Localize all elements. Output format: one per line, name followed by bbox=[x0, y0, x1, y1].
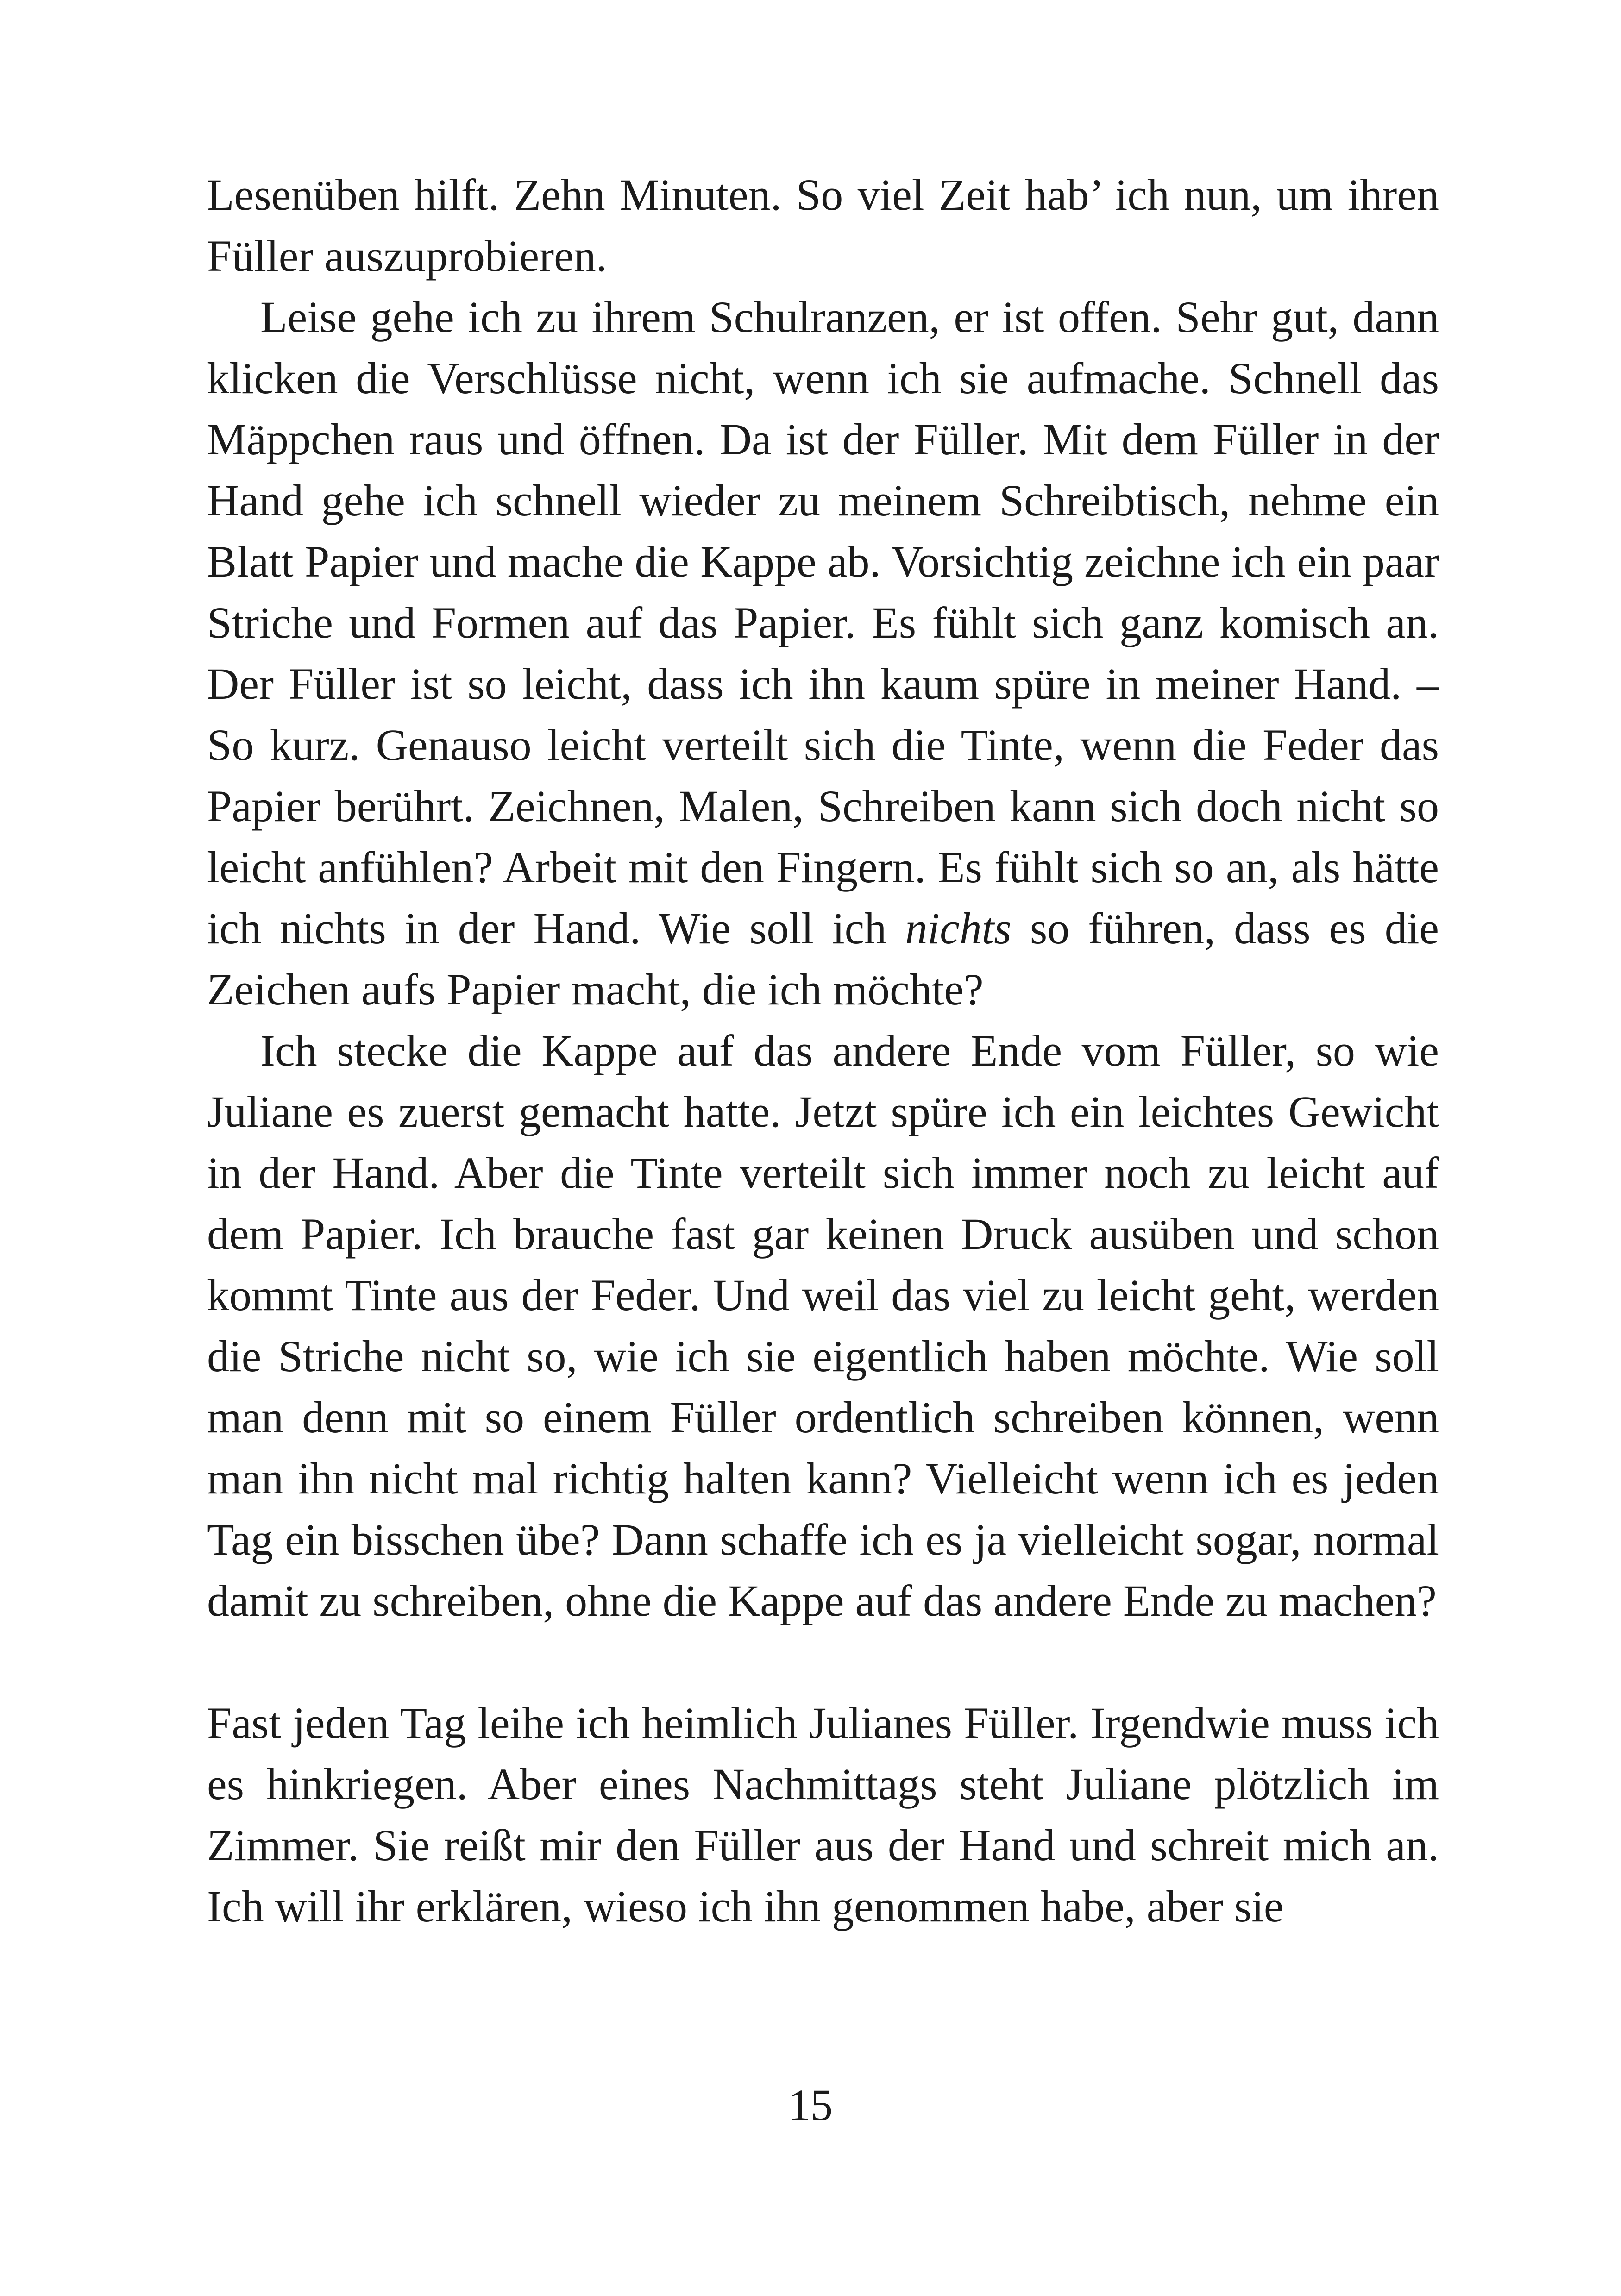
paragraph-text-continued: so führen, dass es die Zeichen aufs Papier macht, die ich möchte? bbox=[207, 903, 1439, 1014]
paragraph-text: Lesenüben hilft. Zehn Minuten. So viel Zeit hab’ ich nun, um ihren Füller auszuprobieren. bbox=[207, 170, 1439, 281]
paragraph-text: Fast jeden Tag leihe ich heimlich Julianes Füller. Irgendwie muss ich es hinkriegen. Aber eines Nachmittags steht Juliane plötzlich im Zimmer. Sie reißt mir den Füller aus der Hand und schreit mich an. Ich will ihr erklären, wieso ich ihn genommen habe, aber sie bbox=[207, 1698, 1439, 1931]
paragraph-text: Ich stecke die Kappe auf das andere Ende vom Füller, so wie Juliane es zuerst gemacht hatte. Jetzt spüre ich ein leichtes Gewicht in der Hand. Aber die Tinte verteilt sich immer noch zu leicht auf dem Papier. Ich brauche fast gar keinen Druck ausüben und schon kommt Tinte aus der Feder. Und weil das viel zu leicht geht, werden die Striche nicht so, wie ich sie eigentlich haben möchte. Wie soll man denn mit so einem Füller ordentlich schreiben können, wenn man ihn nicht mal richtig halten kann? Vielleicht wenn ich es jeden Tag ein bisschen übe? Dann schaffe ich es ja vielleicht sogar, normal damit zu schreiben, ohne die Kappe auf das andere Ende zu machen? bbox=[207, 1026, 1439, 1625]
paragraph-text: Leise gehe ich zu ihrem Schulranzen, er ist offen. Sehr gut, dann klicken die Verschlüsse nicht, wenn ich sie aufmache. Schnell das Mäppchen raus und öffnen. Da ist der Füller. Mit dem Füller in der Hand gehe ich schnell wieder zu meinem Schreibtisch, nehme ein Blatt Papier und mache die Kappe ab. Vorsichtig zeichne ich ein paar Striche und Formen auf das Papier. Es fühlt sich ganz komisch an. Der Füller ist so leicht, dass ich ihn kaum spüre in meiner Hand. – So kurz. Genauso leicht verteilt sich die Tinte, wenn die Feder das Papier berührt. Zeichnen, Malen, Schreiben kann sich doch nicht so leicht anfühlen? Arbeit mit den Fingern. Es fühlt sich so an, als hätte ich nichts in der Hand. Wie soll ich bbox=[207, 292, 1439, 953]
paragraph-section-start bbox=[207, 1693, 1439, 1937]
emphasized-word: nichts bbox=[905, 903, 1012, 953]
paragraph-indented bbox=[207, 1020, 1439, 1631]
paragraph-continuation bbox=[207, 164, 1439, 287]
page-number: 15 bbox=[788, 2080, 833, 2130]
paragraph-indented bbox=[207, 287, 1439, 1020]
body-text bbox=[207, 164, 1439, 1937]
